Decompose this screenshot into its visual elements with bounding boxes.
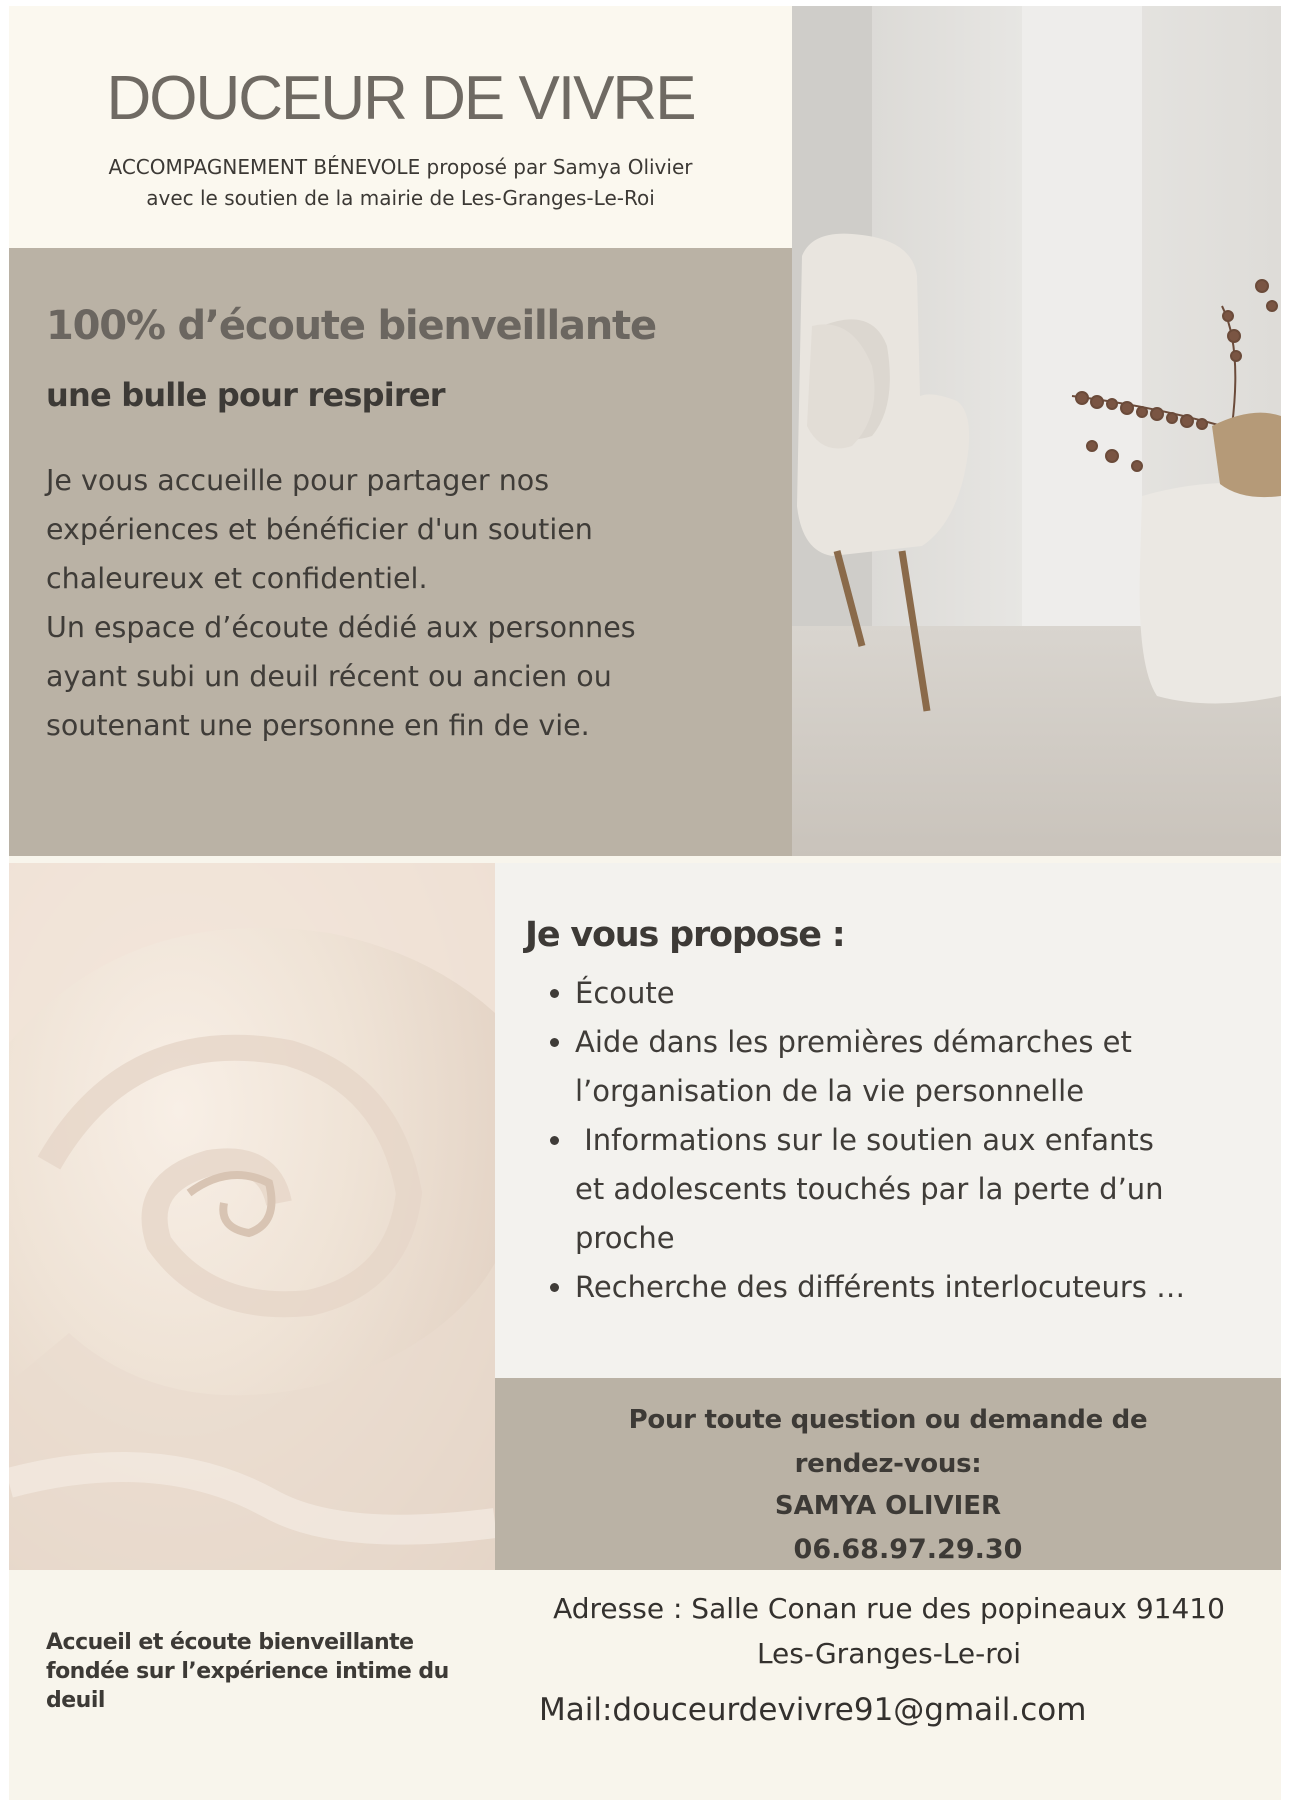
paragraph-line: expériences et bénéficier d'un soutien bbox=[46, 513, 593, 546]
flyer-page bbox=[9, 6, 1281, 1800]
intro-paragraph bbox=[46, 456, 766, 750]
rose-illustration bbox=[9, 863, 495, 1570]
tagline-line: deuil bbox=[46, 1688, 105, 1713]
paragraph-line: chaleureux et confidentiel. bbox=[46, 562, 428, 595]
intro-section bbox=[9, 248, 792, 856]
list-item bbox=[575, 1116, 1281, 1263]
subtitle-line: avec le soutien de la mairie de Les-Granges-Le-Roi bbox=[146, 186, 655, 210]
list-item-text: et adolescents touchés par la perte d’un bbox=[575, 1172, 1164, 1206]
list-item-text: Informations sur le soutien aux enfants bbox=[575, 1123, 1154, 1157]
header bbox=[9, 6, 792, 248]
list-item-text: l’organisation de la vie personnelle bbox=[575, 1074, 1085, 1108]
contact-question bbox=[495, 1398, 1281, 1486]
offer-heading: Je vous propose : bbox=[525, 915, 845, 955]
flyer-subtitle bbox=[9, 152, 792, 214]
footer-address bbox=[519, 1586, 1259, 1676]
list-item-text: Recherche des différents interlocuteurs … bbox=[575, 1270, 1186, 1304]
intro-heading: 100% d’écoute bienveillante bbox=[46, 303, 656, 349]
rose-photo bbox=[9, 863, 495, 1570]
contact-name: SAMYA OLIVIER bbox=[774, 1491, 1002, 1521]
list-item-text: proche bbox=[575, 1221, 675, 1255]
contact-phone: 06.68.97.29.30 bbox=[793, 1534, 1023, 1565]
subtitle-line: ACCOMPAGNEMENT BÉNEVOLE proposé par Samya Olivier bbox=[108, 155, 693, 179]
list-item bbox=[575, 969, 1281, 1018]
armchair-photo bbox=[792, 6, 1281, 856]
paragraph-line: soutenant une personne en fin de vie. bbox=[46, 709, 590, 742]
address-line: Adresse : Salle Conan rue des popineaux 91410 bbox=[553, 1592, 1225, 1625]
offer-list bbox=[525, 969, 1281, 1312]
tagline-line: Accueil et écoute bienveillante bbox=[46, 1630, 414, 1655]
list-item-text: Écoute bbox=[575, 976, 675, 1010]
paragraph-line: ayant subi un deuil récent ou ancien ou bbox=[46, 660, 612, 693]
footer-tagline bbox=[46, 1628, 476, 1715]
flyer-title: DOUCEUR DE VIVRE bbox=[106, 64, 695, 133]
footer-email: Mail:douceurdevivre91@gmail.com bbox=[539, 1692, 1087, 1728]
address-line: Les-Granges-Le-roi bbox=[756, 1637, 1022, 1670]
contact-question-line: Pour toute question ou demande de bbox=[628, 1405, 1148, 1435]
list-item-text: Aide dans les premières démarches et bbox=[575, 1025, 1132, 1059]
paragraph-line: Je vous accueille pour partager nos bbox=[46, 464, 550, 497]
intro-subheading: une bulle pour respirer bbox=[46, 376, 445, 414]
tagline-line: fondée sur l’expérience intime du bbox=[46, 1659, 449, 1684]
contact-section bbox=[495, 1378, 1281, 1570]
offer-section bbox=[495, 863, 1281, 1378]
paragraph-line: Un espace d’écoute dédié aux personnes bbox=[46, 611, 636, 644]
list-item bbox=[575, 1018, 1281, 1116]
armchair-illustration bbox=[792, 6, 1281, 856]
list-item bbox=[575, 1263, 1281, 1312]
contact-question-line: rendez-vous: bbox=[794, 1449, 982, 1479]
